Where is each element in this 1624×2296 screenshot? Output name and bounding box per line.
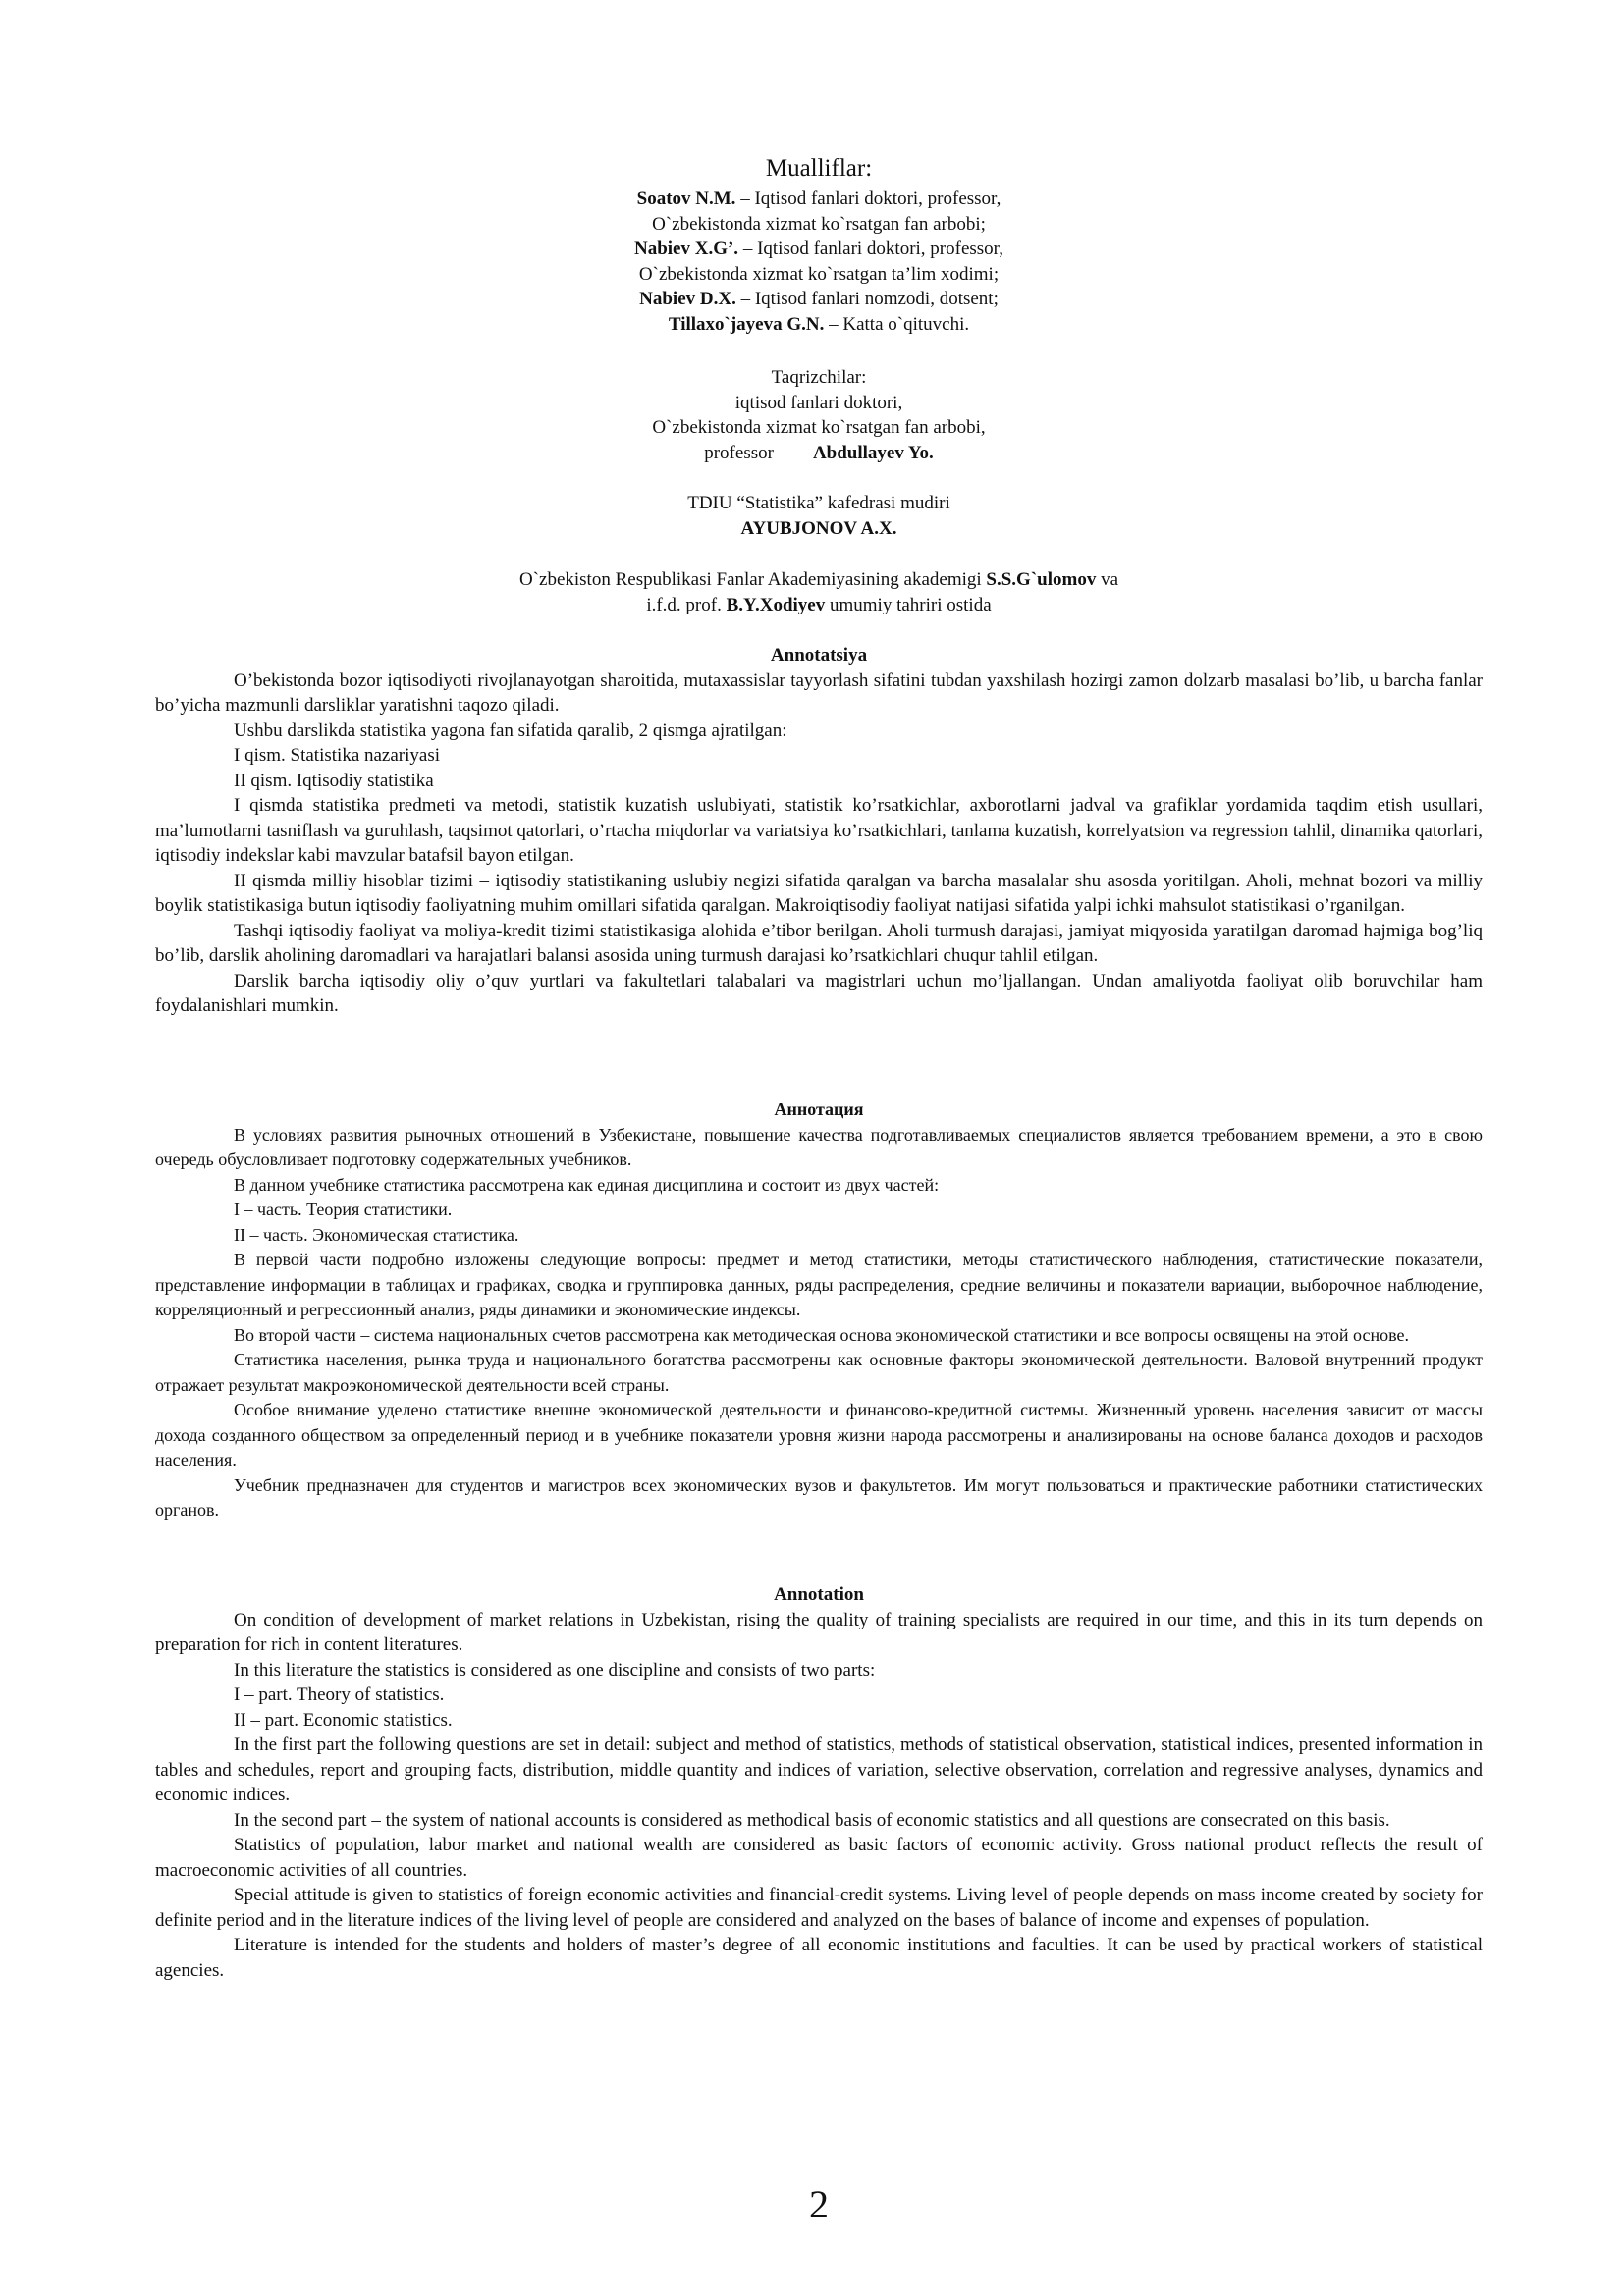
paragraph: Учебник предназначен для студентов и магистров всех экономических вузов и факультетов. Им могут пользоваться и практические работники статистических органов. [155,1474,1483,1520]
author-line: Soatov N.M. – Iqtisod fanlari doktori, professor, [636,188,1001,209]
paragraph: II qismda milliy hisoblar tizimi – iqtisodiy statistikaning uslubiy negizi sifatida qaralgan va barcha masalalar shu asosda yoritilgan. Aholi, mehnat bozori va milliy boylik statistikasiga butun iqtisodiy faoliyatning muhim omillari sifatida qaralgan. Makroiqtisodiy faoliyat natijasi sifatida yalpi ichki mahsulot statistikasi o’rganilgan. [155,870,1483,916]
department-head [155,491,1483,541]
paragraph: Особое внимание уделено статистике внешне экономической деятельности и финансово-кредитной системы. Жизненный уровень населения зависит от массы дохода созданного обществом за определенный период и в учебнике показатели уровня жизни народа рассмотрены и анализированы на основе баланса доходов и расходов населения. [155,1400,1483,1469]
annotatsiya-section [155,643,1483,1019]
annotaciya-ru-heading: Аннотация [774,1099,864,1119]
paragraph: Во второй части – система национальных счетов рассмотрена как методическая основа экономической статистики и все вопросы освящены на этой основе. [234,1324,1409,1345]
department-line: TDIU “Statistika” kafedrasi mudiri [687,493,950,513]
paragraph: В первой части подробно изложены следующие вопросы: предмет и метод статистики, методы статистического наблюдения, статистические показатели, представление информации в таблицах и графиках, сводка и группировка данных, ряды распределения, средние величины и показатели вариации, выборочное наблюдение, корреляционный и регрессионный анализ, ряды динамики и экономические индексы. [155,1250,1483,1319]
paragraph: В условиях развития рыночных отношений в Узбекистане, повышение качества подготавливаемых специалистов является требованием времени, а это в свою очередь обусловливает подготовку содержательных учебников. [155,1124,1483,1169]
list-item: II qism. Iqtisodiy statistika [234,770,434,791]
editor-line: i.f.d. prof. B.Y.Xodiyev umumiy tahriri ostida [646,594,992,615]
paragraph: Tashqi iqtisodiy faoliyat va moliya-kredit tizimi statistikasiga alohida e’tibor berilgan. Aholi turmush darajasi, jamiyat miqyosida yaratilgan daromad hajmiga bog’liq bo’lib, darslik aholining daromadlari va harajatlari balansi asosida uning turmush darajasi ko’rsatkichlari chuqur tahlil etilgan. [155,920,1483,966]
paragraph: In the second part – the system of national accounts is considered as methodical basis of economic statistics and all questions are consecrated on this basis. [234,1809,1390,1831]
paragraph: O’bekistonda bozor iqtisodiyoti rivojlanayotgan sharoitida, mutaxassislar tayyorlash sifatini tubdan yaxshilash hozirgi zamon dolzarb masalasi bo’lib, u barcha fanlar bo’yicha mazmunli darsliklar yaratishni taqozo qiladi. [155,669,1483,716]
list-item: II – part. Economic statistics. [234,1709,453,1731]
reviewers-title: Taqrizchilar: [771,367,867,388]
paragraph: В данном учебнике статистика рассмотрена как единая дисциплина и состоит из двух частей: [234,1174,940,1195]
paragraph: Статистика населения, рынка труда и национального богатства рассмотрены как основные факторы экономической деятельности. Валовой внутренний продукт отражает результат макроэкономической деятельности всей страны. [155,1350,1483,1395]
editors [155,567,1483,617]
list-item: I – part. Theory of statistics. [234,1684,445,1705]
paragraph: Ushbu darslikda statistika yagona fan sifatida qaralib, 2 qismga ajratilgan: [234,720,787,741]
authors-list [155,187,1483,337]
reviewer-line: professor Abdullayev Yo. [704,442,934,463]
author-line: Tillaxo`jayeva G.N. – Katta o`qituvchi. [668,313,970,335]
paragraph: Special attitude is given to statistics of foreign economic activities and financial-credit systems. Living level of people depends on mass income created by society for definite period and in the literature indices of the living level of people are considered and analyzed on the bases of balance of income and expenses of population. [155,1885,1483,1931]
paragraph: Statistics of population, labor market and national wealth are considered as basic factors of economic activity. Gross national product reflects the result of macroeconomic activities of all countries. [155,1835,1483,1881]
reviewers [155,365,1483,465]
editor-line: O`zbekiston Respublikasi Fanlar Akademiyasining akademigi S.S.G`ulomov va [518,569,1119,590]
annotation-en-section [155,1582,1483,1983]
annotation-en-heading: Annotation [774,1584,864,1605]
list-item: II – часть. Экономическая статистика. [234,1224,519,1245]
paragraph: Darslik barcha iqtisodiy oliy o’quv yurtlari va fakultetlari talabalari va magistrlari uchun mo’ljallangan. Undan amaliyotda faoliyat olib boruvchilar ham foydalanishlari mumkin. [155,970,1483,1016]
list-item: I qism. Statistika nazariyasi [234,745,441,766]
author-line: Nabiev X.G’. – Iqtisod fanlari doktori, professor, [633,239,1003,259]
author-line: O`zbekistonda xizmat ko`rsatgan fan arbobi; [652,213,986,235]
reviewer-line: O`zbekistonda xizmat ko`rsatgan fan arbobi, [652,417,986,438]
author-line: Nabiev D.X. – Iqtisod fanlari nomzodi, dotsent; [639,289,999,309]
authors-title: Mualliflar: [765,155,873,182]
author-line: O`zbekistonda xizmat ko`rsatgan ta’lim xodimi; [638,263,1000,285]
reviewer-line: iqtisod fanlari doktori, [734,392,903,413]
department-head-name: AYUBJONOV A.X. [740,517,897,539]
paragraph: On condition of development of market relations in Uzbekistan, rising the quality of training specialists are required in our time, and this in its turn depends on preparation for rich in content literatures. [155,1609,1483,1655]
annotatsiya-heading: Annotatsiya [770,645,868,666]
page-number: 2 [809,2182,829,2226]
paragraph: Literature is intended for the students and holders of master’s degree of all economic institutions and faculties. It can be used by practical workers of statistical agencies. [155,1935,1483,1981]
paragraph: In the first part the following questions are set in detail: subject and method of statistics, methods of statistical observation, statistical indices, presented information in tables and schedules, report and grouping facts, distribution, middle quantity and indices of variation, selective observation, correlation and regressive analyses, dynamics and economic indices. [155,1735,1483,1805]
paragraph: In this literature the statistics is considered as one discipline and consists of two parts: [234,1659,876,1681]
paragraph: I qismda statistika predmeti va metodi, statistik kuzatish uslubiyati, statistik ko’rsatkichlar, axborotlarni jadval va grafiklar yordamida taqdim etish usullari, ma’lumotlarni tasniflash va guruhlash, taqsimot qatorlari, o’rtacha miqdorlar va variatsiya ko’rsatkichlari, tanlama kuzatish, korrelyatsion va regression tahlil, dinamika qatorlari, iqtisodiy indekslar kabi mavzular batafsil bayon etilgan. [155,795,1483,866]
annotaciya-ru-section [155,1097,1483,1523]
list-item: I – часть. Теория статистики. [234,1200,453,1219]
